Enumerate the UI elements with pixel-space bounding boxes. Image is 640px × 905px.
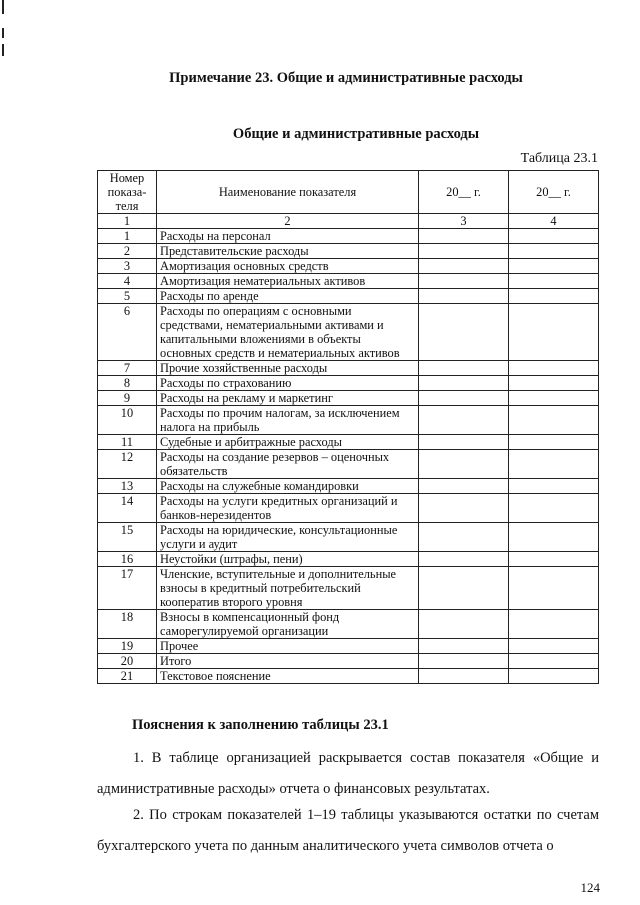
row-value-year-1	[419, 229, 509, 244]
row-number: 2	[98, 244, 157, 259]
table-row	[98, 435, 599, 450]
row-indicator-name: Прочее	[157, 639, 419, 654]
row-indicator-name: Расходы по страхованию	[157, 376, 419, 391]
table-row	[98, 523, 599, 552]
row-number: 19	[98, 639, 157, 654]
margin-marks	[2, 0, 8, 60]
row-value-year-1	[419, 479, 509, 494]
table-title: Общие и административные расходы	[232, 126, 480, 142]
row-value-year-1	[419, 669, 509, 684]
row-indicator-name: Расходы на персонал	[157, 229, 419, 244]
row-indicator-name: Расходы на юридические, консультационные услуги и аудит	[157, 523, 419, 552]
row-indicator-name: Расходы на служебные командировки	[157, 479, 419, 494]
row-number: 3	[98, 259, 157, 274]
row-value-year-1	[419, 435, 509, 450]
row-value-year-1	[419, 567, 509, 610]
row-value-year-2	[509, 244, 599, 259]
index-cell: 1	[98, 214, 157, 229]
row-value-year-1	[419, 610, 509, 639]
row-value-year-2	[509, 654, 599, 669]
row-value-year-1	[419, 494, 509, 523]
index-row	[98, 214, 599, 229]
row-indicator-name: Расходы на услуги кредитных организаций и банков-нерезидентов	[157, 494, 419, 523]
row-number: 9	[98, 391, 157, 406]
note-heading: Примечание 23. Общие и административные расходы	[169, 70, 523, 86]
table-row	[98, 391, 599, 406]
row-indicator-name: Амортизация нематериальных активов	[157, 274, 419, 289]
paragraph-1: 1. В таблице организацией раскрывается состав показателя «Общие и административные расходы» отчета о финансовых результатах.	[97, 750, 599, 797]
table-row	[98, 654, 599, 669]
row-value-year-2	[509, 361, 599, 376]
row-number: 14	[98, 494, 157, 523]
row-indicator-name: Итого	[157, 654, 419, 669]
row-number: 8	[98, 376, 157, 391]
expenses-table	[97, 170, 599, 684]
row-value-year-1	[419, 376, 509, 391]
table-row	[98, 304, 599, 361]
row-indicator-name: Расходы по прочим налогам, за исключением налога на прибыль	[157, 406, 419, 435]
row-value-year-2	[509, 259, 599, 274]
paragraph-2: 2. По строкам показателей 1–19 таблицы указываются остатки по счетам бухгалтерского учета по данным аналитического учета символов отчета о	[97, 807, 599, 854]
table-row	[98, 289, 599, 304]
row-value-year-1	[419, 304, 509, 361]
row-value-year-1	[419, 639, 509, 654]
row-number: 15	[98, 523, 157, 552]
row-number: 12	[98, 450, 157, 479]
table-row	[98, 274, 599, 289]
row-value-year-2	[509, 289, 599, 304]
explanations-title: Пояснения к заполнению таблицы 23.1	[132, 717, 389, 733]
row-value-year-2	[509, 552, 599, 567]
header-year-1: 20__ г.	[419, 171, 509, 214]
row-value-year-1	[419, 523, 509, 552]
table-row	[98, 567, 599, 610]
row-value-year-2	[509, 376, 599, 391]
row-number: 4	[98, 274, 157, 289]
row-value-year-1	[419, 654, 509, 669]
row-number: 20	[98, 654, 157, 669]
row-value-year-2	[509, 406, 599, 435]
row-value-year-2	[509, 639, 599, 654]
header-number: Номер показа- теля	[98, 171, 157, 214]
table-header-row	[98, 171, 599, 214]
row-value-year-1	[419, 274, 509, 289]
table-row	[98, 610, 599, 639]
row-value-year-2	[509, 610, 599, 639]
row-value-year-2	[509, 274, 599, 289]
row-indicator-name: Текстовое пояснение	[157, 669, 419, 684]
row-value-year-1	[419, 244, 509, 259]
row-value-year-2	[509, 391, 599, 406]
row-value-year-1	[419, 289, 509, 304]
row-number: 18	[98, 610, 157, 639]
table-label: Таблица 23.1	[520, 151, 598, 166]
table-row	[98, 669, 599, 684]
index-cell: 2	[157, 214, 419, 229]
header-year-2: 20__ г.	[509, 171, 599, 214]
row-number: 11	[98, 435, 157, 450]
row-indicator-name: Расходы на создание резервов – оценочных обязательств	[157, 450, 419, 479]
row-value-year-2	[509, 229, 599, 244]
table-row	[98, 361, 599, 376]
row-indicator-name: Расходы по операциям с основными средствами, нематериальными активами и капитальными вложениями в объекты основных средств и нематериальных активов	[157, 304, 419, 361]
margin-mark	[2, 28, 4, 38]
row-indicator-name: Амортизация основных средств	[157, 259, 419, 274]
table-row	[98, 552, 599, 567]
row-indicator-name: Неустойки (штрафы, пени)	[157, 552, 419, 567]
table-row	[98, 639, 599, 654]
row-value-year-1	[419, 552, 509, 567]
row-value-year-2	[509, 523, 599, 552]
row-value-year-2	[509, 479, 599, 494]
index-cell: 3	[419, 214, 509, 229]
row-indicator-name: Расходы по аренде	[157, 289, 419, 304]
row-value-year-2	[509, 494, 599, 523]
row-value-year-1	[419, 406, 509, 435]
row-indicator-name: Судебные и арбитражные расходы	[157, 435, 419, 450]
row-value-year-1	[419, 259, 509, 274]
page-number: 124	[580, 880, 600, 895]
table-body	[98, 214, 599, 684]
row-indicator-name: Представительские расходы	[157, 244, 419, 259]
table-row	[98, 376, 599, 391]
table-row	[98, 229, 599, 244]
table-row	[98, 450, 599, 479]
row-number: 17	[98, 567, 157, 610]
table-row	[98, 494, 599, 523]
row-number: 6	[98, 304, 157, 361]
row-number: 1	[98, 229, 157, 244]
row-value-year-1	[419, 391, 509, 406]
row-value-year-2	[509, 669, 599, 684]
row-number: 10	[98, 406, 157, 435]
row-value-year-2	[509, 567, 599, 610]
table-row	[98, 479, 599, 494]
table-row	[98, 244, 599, 259]
row-number: 13	[98, 479, 157, 494]
row-value-year-1	[419, 450, 509, 479]
table-row	[98, 406, 599, 435]
row-number: 5	[98, 289, 157, 304]
row-indicator-name: Взносы в компенсационный фонд саморегулируемой организации	[157, 610, 419, 639]
header-name: Наименование показателя	[157, 171, 419, 214]
row-value-year-1	[419, 361, 509, 376]
row-number: 21	[98, 669, 157, 684]
row-value-year-2	[509, 450, 599, 479]
index-cell: 4	[509, 214, 599, 229]
row-value-year-2	[509, 435, 599, 450]
table-row	[98, 259, 599, 274]
row-indicator-name: Членские, вступительные и дополнительные взносы в кредитный потребительский кооператив второго уровня	[157, 567, 419, 610]
row-indicator-name: Прочие хозяйственные расходы	[157, 361, 419, 376]
margin-mark	[2, 44, 4, 56]
margin-mark	[2, 0, 4, 14]
row-number: 7	[98, 361, 157, 376]
row-value-year-2	[509, 304, 599, 361]
row-number: 16	[98, 552, 157, 567]
row-indicator-name: Расходы на рекламу и маркетинг	[157, 391, 419, 406]
